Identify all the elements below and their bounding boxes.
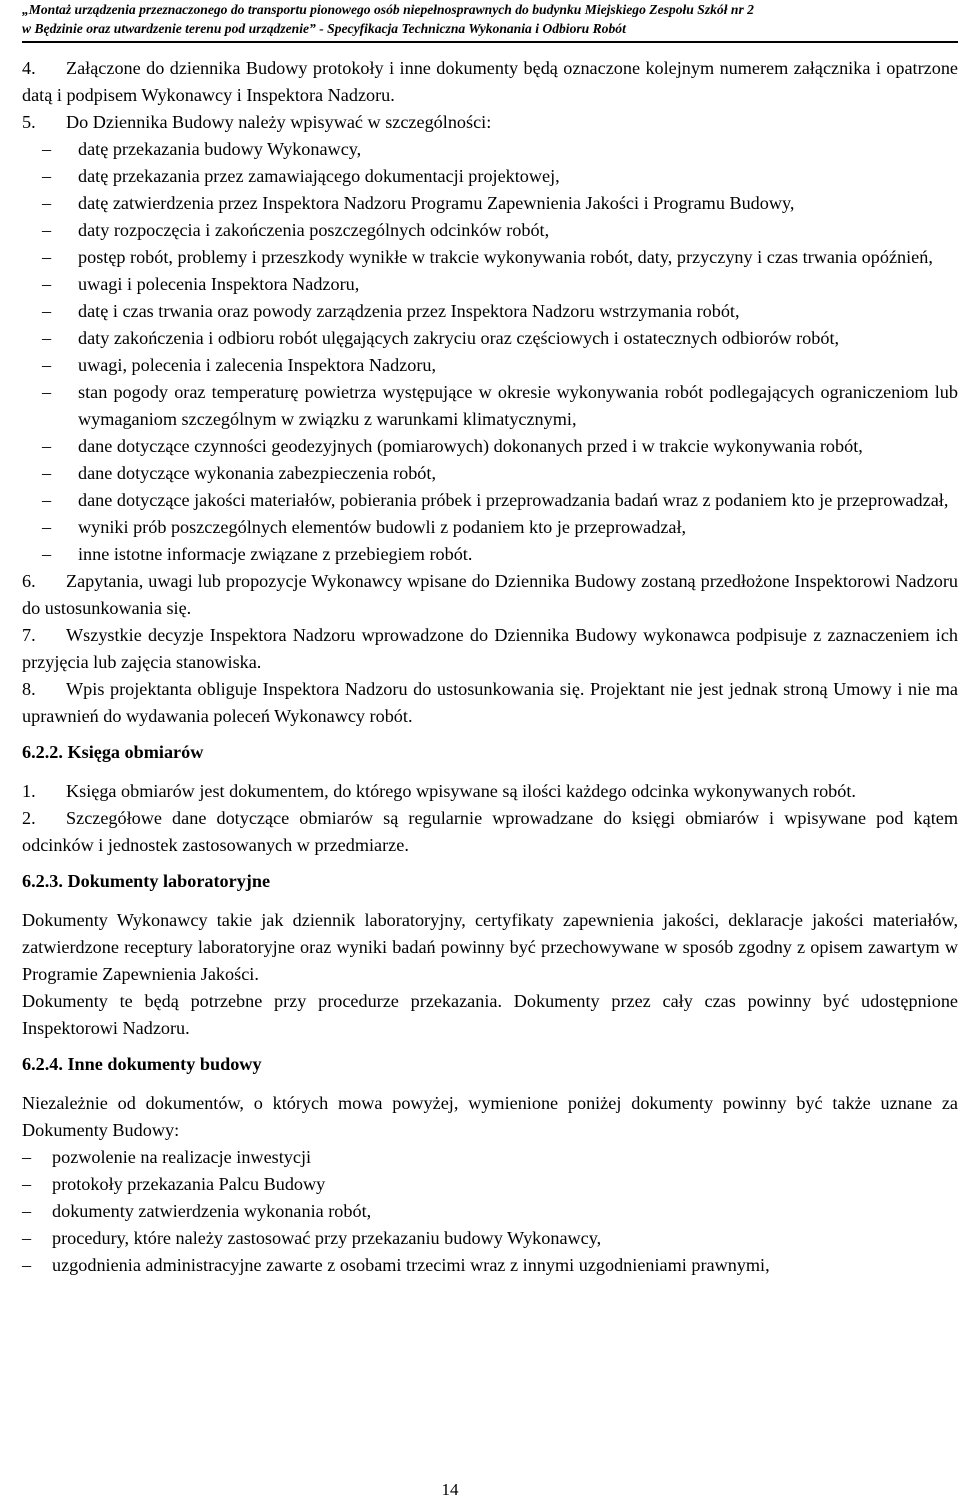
- list-item: – uzgodnienia administracyjne zawarte z osobami trzecimi wraz z innymi uzgodnieniami prawnymi,: [22, 1255, 770, 1275]
- list-item: – dane dotyczące czynności geodezyjnych (pomiarowych) dokonanych przed i w trakcie wykonywania robót,: [42, 436, 863, 456]
- list-item: – wyniki prób poszczególnych elementów budowli z podaniem kto je przeprowadzał,: [42, 517, 687, 537]
- list-item: – daty zakończenia i odbioru robót ulęgających zakryciu oraz częściowych i ostatecznych odbiorów robót,: [42, 328, 840, 348]
- numbered-paragraph: 4. Załączone do dziennika Budowy protokoły i inne dokumenty będą oznaczone kolejnym numerem załącznika i opatrzone datą i podpisem Wykonawcy i Inspektora Nadzoru.: [22, 58, 958, 105]
- list-item: – uwagi, polecenia i zalecenia Inspektora Nadzoru,: [42, 355, 437, 375]
- list-item: – pozwolenie na realizacje inwestycji: [22, 1147, 312, 1167]
- list-item: – dokumenty zatwierdzenia wykonania robót,: [22, 1201, 372, 1221]
- paragraph: Dokumenty te będą potrzebne przy procedurze przekazania. Dokumenty przez cały czas powinny być udostępnione Inspektorowi Nadzoru.: [22, 991, 958, 1038]
- list-item: – uwagi i polecenia Inspektora Nadzoru,: [42, 274, 360, 294]
- list-item: – procedury, które należy zastosować przy przekazaniu budowy Wykonawcy,: [22, 1228, 602, 1248]
- list-item: – postęp robót, problemy i przeszkody wynikłe w trakcie wykonywania robót, daty, przyczyny i czas trwania opóźnień,: [42, 247, 933, 267]
- paragraph: Niezależnie od dokumentów, o których mowa powyżej, wymienione poniżej dokumenty powinny być także uznane za Dokumenty Budowy:: [22, 1093, 958, 1140]
- list-item: – dane dotyczące jakości materiałów, pobierania próbek i przeprowadzania badań wraz z podaniem kto je przeprowadzał,: [42, 490, 949, 510]
- paragraph: Dokumenty Wykonawcy takie jak dziennik laboratoryjny, certyfikaty zapewnienia jakości, deklaracje jakości materiałów, zatwierdzone receptury laboratoryjne oraz wyniki badań powinny być przechowywane w sposób zgodny z opisem zawartym w Programie Zapewnienia Jakości.: [22, 910, 958, 984]
- section-heading-6-2-4: 6.2.4. Inne dokumenty budowy: [22, 1054, 262, 1074]
- page-header: [22, 0, 952, 38]
- list-item: – datę przekazania przez zamawiającego dokumentacji projektowej,: [42, 166, 560, 186]
- section-heading-6-2-3: 6.2.3. Dokumenty laboratoryjne: [22, 871, 271, 891]
- list-item: – dane dotyczące wykonania zabezpieczenia robót,: [42, 463, 436, 483]
- list-item: – stan pogody oraz temperaturę powietrza występujące w okresie wykonywania robót podlegających ograniczeniom lub wymaganiom szczególnym w związku z warunkami klimatycznymi,: [42, 382, 958, 429]
- numbered-paragraph: 2. Szczegółowe dane dotyczące obmiarów są regularnie wprowadzane do księgi obmiarów i wpisywane pod kątem odcinków i jednostek zastosowanych w przedmiarze.: [22, 808, 958, 855]
- list-item: – datę i czas trwania oraz powody zarządzenia przez Inspektora Nadzoru wstrzymania robót,: [42, 301, 740, 321]
- section-heading-6-2-2: 6.2.2. Księga obmiarów: [22, 742, 204, 762]
- document-body: [22, 55, 958, 1279]
- list-item: – datę przekazania budowy Wykonawcy,: [42, 139, 362, 159]
- page-number: 14: [441, 1480, 459, 1499]
- numbered-paragraph: 5. Do Dziennika Budowy należy wpisywać w szczególności:: [22, 112, 492, 132]
- list-item: – inne istotne informacje związane z przebiegiem robót.: [42, 544, 473, 564]
- header-line-2: w Będzinie oraz utwardzenie terenu pod urządzenie” - Specyfikacja Techniczna Wykonania i Odbioru Robót: [22, 21, 626, 36]
- list-item: – daty rozpoczęcia i zakończenia poszczególnych odcinków robót,: [42, 220, 550, 240]
- numbered-paragraph: 8. Wpis projektanta obliguje Inspektora Nadzoru do ustosunkowania się. Projektant nie jest jednak stroną Umowy i nie ma uprawnień do wydawania poleceń Wykonawcy robót.: [22, 679, 958, 726]
- list-item: – protokoły przekazania Palcu Budowy: [22, 1174, 326, 1194]
- header-line-1: „Montaż urządzenia przeznaczonego do transportu pionowego osób niepełnosprawnych do budynku Miejskiego Zespołu Szkół nr 2: [22, 2, 754, 17]
- diary-entry-list: [22, 136, 958, 568]
- numbered-paragraph: 7. Wszystkie decyzje Inspektora Nadzoru wprowadzone do Dziennika Budowy wykonawca podpisuje z zaznaczeniem ich przyjęcia lub zajęcia stanowiska.: [22, 625, 958, 672]
- numbered-paragraph: 1. Księga obmiarów jest dokumentem, do którego wpisywane są ilości każdego odcinka wykonywanych robót.: [22, 781, 856, 801]
- header-divider: [22, 41, 958, 43]
- other-documents-list: [22, 1144, 958, 1279]
- list-item: – datę zatwierdzenia przez Inspektora Nadzoru Programu Zapewnienia Jakości i Programu Budowy,: [42, 193, 795, 213]
- numbered-paragraph: 6. Zapytania, uwagi lub propozycje Wykonawcy wpisane do Dziennika Budowy zostaną przedłożone Inspektorowi Nadzoru do ustosunkowania się.: [22, 571, 958, 618]
